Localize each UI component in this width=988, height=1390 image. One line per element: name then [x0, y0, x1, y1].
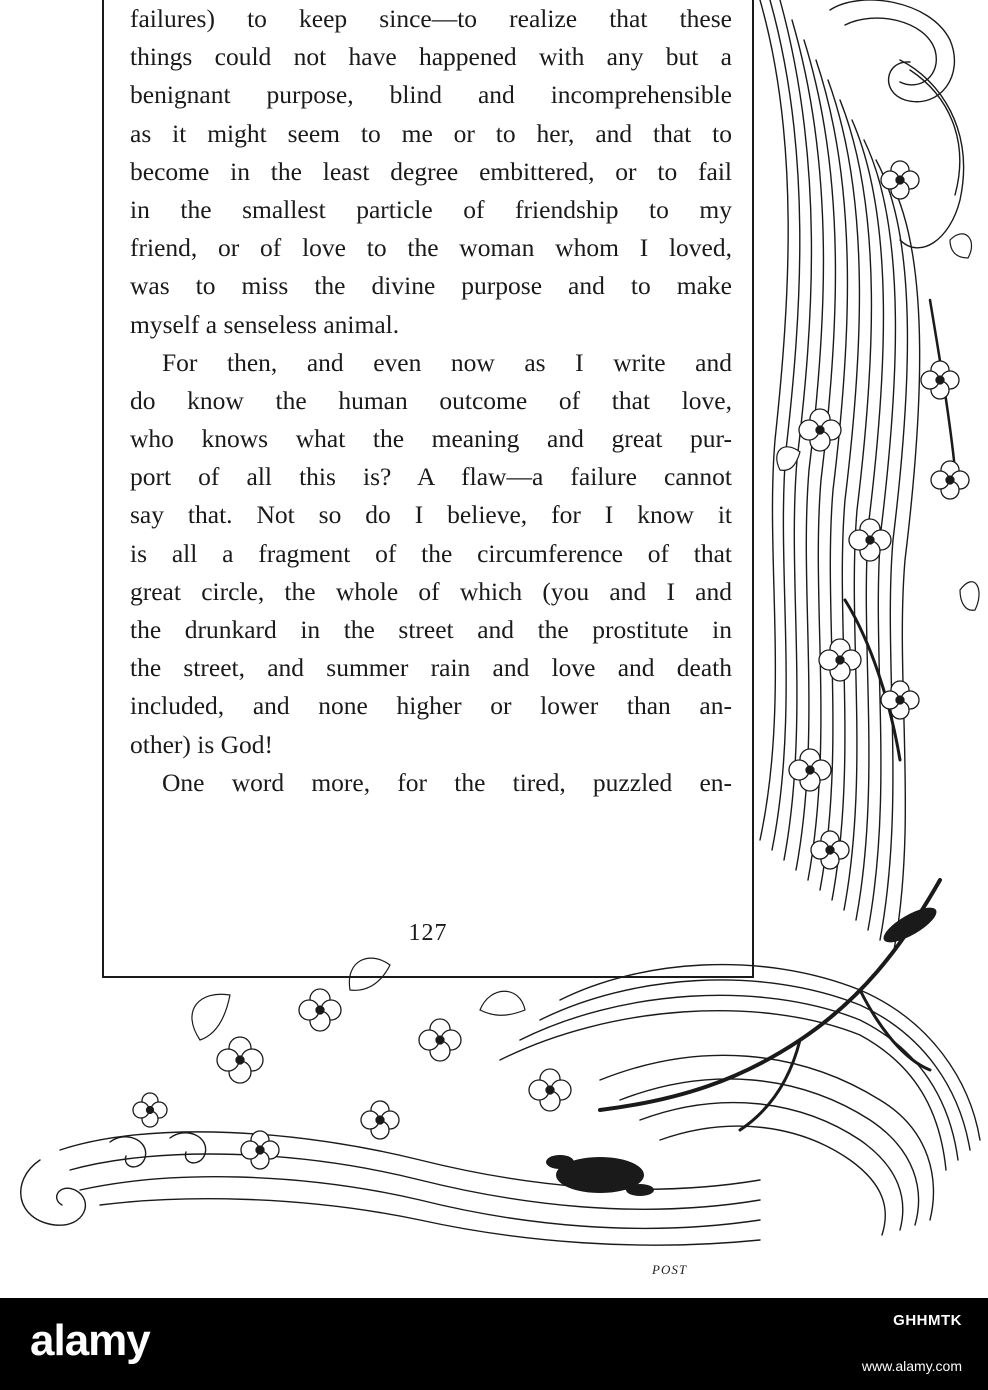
text-line: failures) to keep since—to realize that these	[130, 4, 732, 33]
text-line: in the smallest particle of friendship to my	[130, 194, 732, 224]
watermark-footer	[0, 1298, 988, 1390]
artist-signature: POST	[652, 1262, 688, 1277]
body-text	[130, 0, 732, 802]
text-line: great circle, the whole of which (you and I and	[130, 576, 732, 606]
text-line: myself a senseless animal.	[130, 309, 400, 339]
site-url: www.alamy.com	[861, 1358, 962, 1374]
text-line: included, and none higher or lower than an-	[130, 691, 732, 721]
text-line: the drunkard in the street and the prostitute in	[130, 615, 732, 644]
text-line: was to miss the divine purpose and to make	[130, 271, 732, 301]
text-line: benignant purpose, blind and incomprehensible	[130, 80, 732, 110]
text-line: who knows what the meaning and great pur-	[130, 424, 732, 454]
text-line: do know the human outcome of that love,	[130, 385, 732, 415]
text-line: as it might seem to me or to her, and that to	[130, 118, 732, 148]
text-line: One word more, for the tired, puzzled en-	[162, 767, 732, 797]
text-line: things could not have happened with any but a	[130, 42, 732, 72]
text-line: other) is God!	[130, 729, 274, 759]
brand-logo: alamy	[30, 1316, 150, 1365]
text-line: For then, and even now as I write and	[162, 347, 732, 377]
text-line: port of all this is? A flaw—a failure cannot	[130, 462, 732, 492]
text-line: say that. Not so do I believe, for I know it	[130, 500, 732, 530]
text-line: the street, and summer rain and love and death	[130, 653, 732, 683]
page-number: 127	[408, 920, 448, 946]
text-line: become in the least degree embittered, or to fail	[130, 156, 732, 186]
text-line: is all a fragment of the circumference of that	[130, 538, 732, 568]
text-line: friend, or of love to the woman whom I loved,	[130, 233, 732, 263]
image-id: GHHMTK	[893, 1312, 962, 1329]
